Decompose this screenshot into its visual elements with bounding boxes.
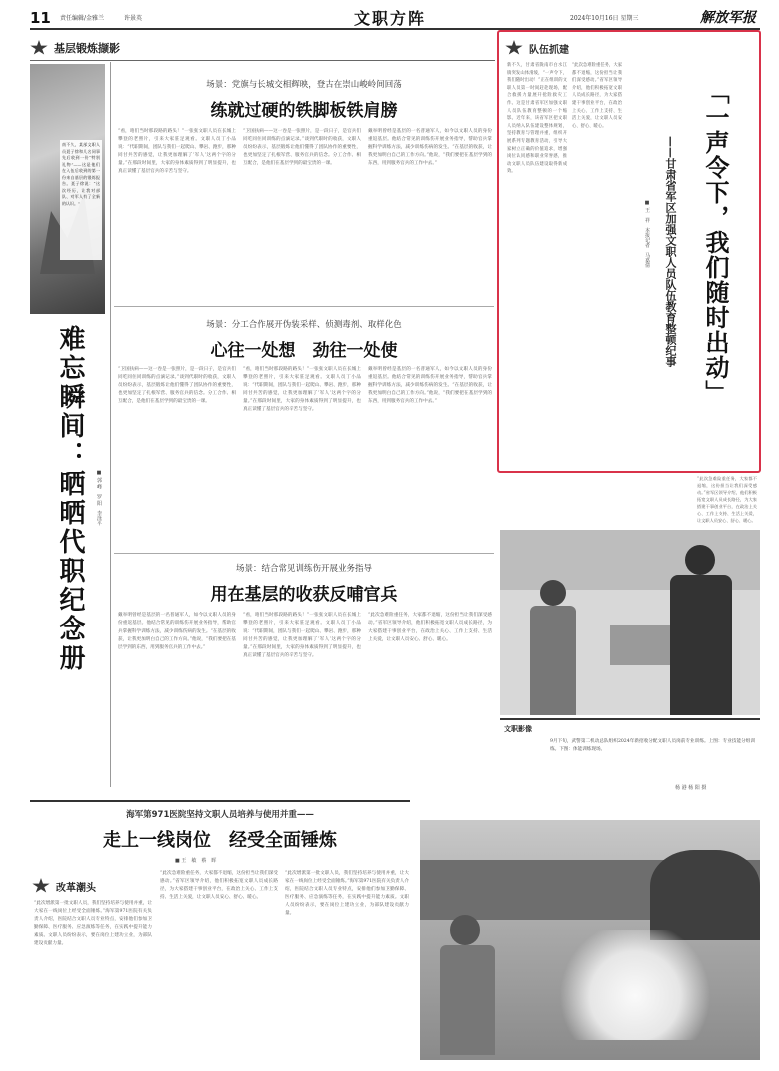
left-intro-text: 南不久，某部文职人员聂子徐和几名同事先后收到一份“特别礼物”——这是他们在入伍后收到的第一份来自基层的锻炼报告。聂子徐说：“这次经历，让我对部队、对军人有了全新的认识。” <box>62 142 100 206</box>
photo-credit: 杨 港 杨 阳 摄 <box>675 785 707 791</box>
masthead-logo: 解放军报 <box>700 10 756 26</box>
article3-col1: 戴举明曾经是基层的一名普通军人，如今以文职人员的身份重返基层。他结合常见的训练伤开展业务指导，帮助官兵掌握科学训练方法，减少训练伤病的发生。“在基层的收获，让我更加明白自己的工作方向。”他说，“我们要把在基层学到的东西，用到服务官兵的工作中去。” <box>118 613 236 650</box>
page-header <box>0 0 779 30</box>
bottom-title: 走上一线岗位 经受全面锤炼 <box>103 830 337 851</box>
bottom-kicker: 海军第971医院坚持文职人员培养与使用并重—— <box>126 810 314 820</box>
highlight-subhead: ——甘肃省军区加强文职人员队伍教育整顿纪事 <box>664 136 677 367</box>
issue-date: 2024年10月16日 星期三 <box>570 15 639 22</box>
star-icon <box>505 40 523 56</box>
article3-title: 用在基层的收获反哺官兵 <box>210 585 398 605</box>
bottom-col2: “此次急难险重任务，大家都不退缩，这份担当让我们深受感动。”省军区领导介绍，他们积极拓宽文职人员成长路径，为大家搭建干事创业平台，在政治上关心、工作上支持、生活上关爱，让文职人员安心、舒心、暖心。 <box>160 871 278 900</box>
highlight-col2: “此次急难险重任务，大家都不退缩，这份担当让我们深受感动。”省军区领导介绍，他们积极拓宽文职人员成长路径，为大家搭建干事创业平台，在政治上关心、工作上支持、生活上关爱，让文职人员安心、舒心、暖心。 <box>572 63 622 129</box>
star-icon <box>32 878 50 894</box>
right-text-col: “此次急难险重任务，大家都不退缩，这份担当让我们深受感动。”省军区领导介绍，他们积极拓宽文职人员成长路径，为大家搭建干事创业平台，在政治上关心、工作上支持、生活上关爱，让文职人员安心、舒心、暖心。 <box>697 476 757 523</box>
section-bar-grassroots <box>30 40 120 56</box>
article1-title: 练就过硬的铁脚板铁肩膀 <box>210 101 398 121</box>
article2-kicker: 场景：分工合作展开伪装采样、侦测毒剂、取样化色 <box>206 320 402 330</box>
article2-col3: 戴举明曾经是基层的一名普通军人，如今以文职人员的身份重返基层。他结合常见的训练伤开展业务指导，帮助官兵掌握科学训练方法，减少训练伤病的发生。“在基层的收获，让我更加明白自己的工作方向。”他说，“我们要把在基层学到的东西，用到服务官兵的工作中去。” <box>368 367 492 404</box>
article1-col1: “看，咱们当时那段路的路头！”一张张文职人员在长城上攀登的老照片，引来大家驻足观看。文职人员丁小品说：“代职期间，团队与我们一起爬山、攀岩、跑步，那种同甘共苦的感觉，让我更加理解了‘军人’这两个字的分量。”在那段时间里，大家的身体素质得到了明显提升，也真正读懂了基层官兵的辛苦与坚守。 <box>118 129 236 174</box>
section-label: 改革潮头 <box>56 882 96 894</box>
left-intro-box <box>60 140 102 260</box>
photo-box-caption: 9月下旬，武警第二机动总队组织2024年新招收分配文职人员岗前专业训练。上图：专业技能分组训练。下图：体能训练现场。 <box>550 739 755 752</box>
highlight-headline: 「一声令下，我们随时出动」 <box>701 80 729 405</box>
bottom-col3: “此次增派第一批文职人员，我们坚持培养与使用并重，让大家在一线岗位上经受全面锤炼。”海军第971医院有关负责人介绍，医院结合文职人员专业特点，安排他们参加卫勤保障、医疗服务、应急演练等任务，在实践中提升能力素质。文职人员纷纷表示，要在岗位上建功立业，为部队建设贡献力量。 <box>285 871 409 916</box>
bottom-byline: ■ 王 敏 蔡 晖 <box>175 858 217 864</box>
section-bar-team <box>505 40 569 56</box>
section-label: 基层锻炼撷影 <box>54 42 120 55</box>
article1-col2: “卫国扶病——这一卷是一张照片，是一段日子，是官兵们同吃同住同训练的点滴记录。”谈到代职时的收获，文职人员纷纷表示，基层锻炼让他们懂得了团队协作的重要性，也更加坚定了扎根军营、服务官兵的信念。分工合作、相互配合，是他们在基层学到的最宝贵的一课。 <box>243 129 361 166</box>
article3-col3: “此次急难险重任务，大家都不退缩，这份担当让我们深受感动。”省军区领导介绍，他们积极拓宽文职人员成长路径，为大家搭建干事创业平台，在政治上关心、工作上支持、生活上关爱，让文职人员安心、舒心、暖心。 <box>368 613 492 642</box>
editor-credit: 责任编辑/金雅兰 <box>60 15 105 22</box>
designer-credit: 许景英 <box>124 15 143 22</box>
section-title: 文职方阵 <box>353 9 426 28</box>
star-icon <box>30 40 48 56</box>
section-label: 队伍抓建 <box>529 44 569 56</box>
photo-fire-drill <box>420 820 760 1060</box>
article3-col2: “看，咱们当时那段路的路头！”一张张文职人员在长城上攀登的老照片，引来大家驻足观看。文职人员丁小品说：“代职期间，团队与我们一起爬山、攀岩、跑步，那种同甘共苦的感觉，让我更加理解了‘军人’这两个字的分量。”在那段时间里，大家的身体素质得到了明显提升，也真正读懂了基层官兵的辛苦与坚守。 <box>243 613 361 658</box>
bottom-col1: “此次增派第一批文职人员，我们坚持培养与使用并重，让大家在一线岗位上经受全面锤炼。”海军第971医院有关负责人介绍，医院结合文职人员专业特点，安排他们参加卫勤保障、医疗服务、应急演练等任务，在实践中提升能力素质。文职人员纷纷表示，要在岗位上建功立业，为部队建设贡献力量。 <box>34 901 152 946</box>
article2-title: 心往一处想 劲往一处使 <box>210 341 398 361</box>
article3-kicker: 场景：结合常见训练伤开展业务指导 <box>235 564 372 574</box>
article2-col2: “看，咱们当时那段路的路头！”一张张文职人员在长城上攀登的老照片，引来大家驻足观看。文职人员丁小品说：“代职期间，团队与我们一起爬山、攀岩、跑步，那种同甘共苦的感觉，让我更加理解了‘军人’这两个字的分量。”在那段时间里，大家的身体素质得到了明显提升，也真正读懂了基层官兵的辛苦与坚守。 <box>243 367 361 412</box>
highlight-byline: ■ 王 祥 本报记者 马嘉倩 <box>644 200 650 268</box>
photo-box-label: 文职影像 <box>504 725 532 733</box>
article2-col1: “卫国扶病——这一卷是一张照片，是一段日子，是官兵们同吃同住同训练的点滴记录。”谈到代职时的收获，文职人员纷纷表示，基层锻炼让他们懂得了团队协作的重要性，也更加坚定了扎根军营、服务官兵的信念。分工合作、相互配合，是他们在基层学到的最宝贵的一课。 <box>118 367 236 404</box>
section-bar-reform <box>32 878 96 894</box>
article1-col3: 戴举明曾经是基层的一名普通军人，如今以文职人员的身份重返基层。他结合常见的训练伤开展业务指导，帮助官兵掌握科学训练方法，减少训练伤病的发生。“在基层的收获，让我更加明白自己的工作方向。”他说，“我们要把在基层学到的东西，用到服务官兵的工作中去。” <box>368 129 492 166</box>
feature-title: 难忘瞬间：晒晒代职纪念册 <box>55 325 85 673</box>
photo-soldiers <box>500 530 760 715</box>
page-number: 11 <box>30 9 51 27</box>
highlight-col1: 新不久，甘肃省陇南市白水江镇突发山体滑坡，“一声令下，我们随时出动！”正在组训的文职人员第一时间赶赴现场，配合救援力量展开抢险救灾工作。这是甘肃省军区加强文职人员队伍教育整顿的一个缩影。近年来，该省军区把文职人员纳入队伍建设整体规划，坚持教育与管理并重，组织开展系列专题教育活动，引导大家树立正确的价值追求，增强岗位认同感和职业荣誉感，推动文职人员队伍建设取得新成效。 <box>507 63 567 175</box>
article1-kicker: 场景：党旗与长城交相辉映，登古在崇山峻岭间回荡 <box>206 80 402 90</box>
photo-box <box>500 718 760 798</box>
feature-byline: ■ 郭 峰 罗 阳 李泽平 <box>96 470 102 526</box>
